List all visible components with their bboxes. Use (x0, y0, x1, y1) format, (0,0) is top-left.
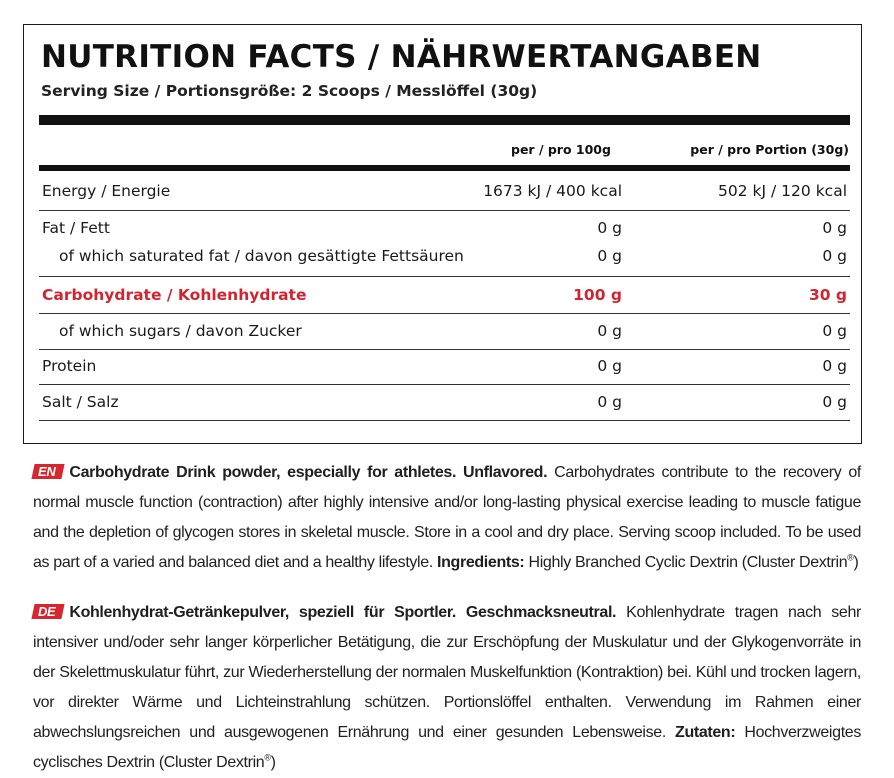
row-value-per-portion: 0 g (822, 357, 847, 375)
row-value-per-100g: 1673 kJ / 400 kcal (483, 182, 622, 200)
top-divider (39, 115, 850, 125)
table-row (39, 391, 850, 415)
row-label: Fat / Fett (42, 219, 110, 237)
table-row (39, 320, 850, 344)
table-row (39, 355, 850, 379)
column-header-per-100g: per / pro 100g (511, 142, 611, 157)
ingredients-text: Hochverzweigtes cyclisches Dextrin (Cluster Dextrin (33, 724, 861, 771)
panel-title: NUTRITION FACTS / NÄHRWERTANGABEN (41, 39, 762, 75)
row-value-per-100g: 0 g (597, 393, 622, 411)
language-badge-en: EN (31, 464, 65, 479)
description-lead: Carbohydrate Drink powder, especially for athletes. Unflavored. (69, 464, 548, 481)
table-row (39, 245, 850, 269)
table-row (39, 217, 850, 241)
row-label: Energy / Energie (42, 182, 171, 200)
row-value-per-portion: 0 g (822, 393, 847, 411)
row-value-per-portion: 30 g (808, 286, 847, 304)
table-row-highlighted (39, 284, 850, 308)
row-value-per-100g: 0 g (597, 322, 622, 340)
row-divider (39, 313, 850, 314)
description-body: Carbohydrates contribute to the recovery of normal muscle function (contraction) after highly intensive and/or long-lasting physical exercise leading to muscle fatigue and the depletion of glycogen stores in skeletal muscle. Store in a cool and dry place. Serving scoop included. To be used as part of a varied and balanced diet and a healthy lifestyle. (33, 464, 861, 571)
registered-mark: ® (847, 552, 854, 563)
row-divider (39, 210, 850, 211)
row-value-per-portion: 0 g (822, 247, 847, 265)
row-label: Carbohydrate / Kohlenhydrate (42, 286, 307, 304)
description-body: Kohlenhydrate tragen nach sehr intensiver und/oder sehr langer körperlicher Betätigung, die zur Erschöpfung der Muskulatur und der Glykogenvorräte in der Skelettmuskulatur führt, zur Wiederherstellung der normalen Muskelfunktion (Kontraktion) bei. Kühl und trocken lagern, vor direkter Wärme und Lichteinstrahlung schützen. Portionslöffel enthalten. Verwendung im Rahmen einer abwechslungsreichen und ausgewogenen Ernährung und einer gesunden Lebensweise. (33, 604, 861, 741)
description-lead: Kohlenhydrat-Getränkepulver, speziell für Sportler. Geschmacksneutral. (69, 604, 617, 621)
header-divider (39, 165, 850, 171)
row-value-per-100g: 0 g (597, 247, 622, 265)
row-label: Protein (42, 357, 97, 375)
serving-size: Serving Size / Portionsgröße: 2 Scoops / Messlöffel (30g) (41, 82, 538, 100)
row-value-per-portion: 0 g (822, 219, 847, 237)
nutrition-facts-panel (23, 24, 862, 444)
row-value-per-100g: 0 g (597, 357, 622, 375)
closing-paren: ) (270, 754, 276, 771)
row-label: of which saturated fat / davon gesättigte Fettsäuren (59, 247, 464, 265)
row-value-per-portion: 502 kJ / 120 kcal (718, 182, 847, 200)
row-divider (39, 384, 850, 385)
row-divider (39, 349, 850, 350)
closing-paren: ) (853, 554, 859, 571)
ingredients-label: Ingredients: (437, 554, 525, 571)
row-label: of which sugars / davon Zucker (59, 322, 302, 340)
row-divider (39, 276, 850, 277)
ingredients-label: Zutaten: (675, 724, 736, 741)
language-badge-de: DE (31, 604, 65, 619)
registered-mark: ® (264, 752, 271, 763)
column-header-per-portion: per / pro Portion (30g) (690, 142, 849, 157)
row-value-per-portion: 0 g (822, 322, 847, 340)
row-value-per-100g: 0 g (597, 219, 622, 237)
row-value-per-100g: 100 g (573, 286, 622, 304)
row-divider (39, 420, 850, 421)
row-label: Salt / Salz (42, 393, 119, 411)
ingredients-text: Highly Branched Cyclic Dextrin (Cluster Dextrin (524, 554, 848, 571)
table-row (39, 180, 850, 204)
description-de (33, 598, 861, 778)
description-en (33, 458, 861, 578)
